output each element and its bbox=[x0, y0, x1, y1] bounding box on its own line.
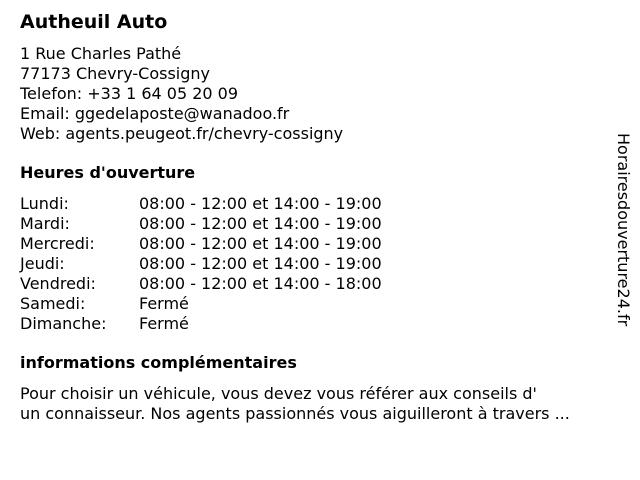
day-label: Samedi: bbox=[20, 294, 86, 313]
hours-row-wednesday bbox=[20, 234, 440, 254]
day-label: Jeudi: bbox=[20, 254, 65, 273]
day-hours: 08:00 - 12:00 et 14:00 - 19:00 bbox=[139, 254, 382, 273]
info-line: Pour choisir un véhicule, vous devez vous référer aux conseils d' bbox=[20, 384, 537, 403]
info-line: un connaisseur. Nos agents passionnés vous aiguilleront à travers ... bbox=[20, 404, 570, 423]
contact-block bbox=[20, 44, 343, 144]
address-city: 77173 Chevry-Cossigny bbox=[20, 64, 210, 83]
day-label: Vendredi: bbox=[20, 274, 96, 293]
hours-row-saturday bbox=[20, 294, 440, 314]
watermark-text: Horairesdouverture24.fr bbox=[614, 133, 633, 327]
site-watermark bbox=[612, 133, 636, 347]
business-name: Autheuil Auto bbox=[20, 11, 168, 33]
additional-info-text bbox=[20, 384, 570, 424]
day-label: Dimanche: bbox=[20, 314, 107, 333]
day-hours: Fermé bbox=[139, 314, 189, 333]
day-hours: Fermé bbox=[139, 294, 189, 313]
day-label: Mercredi: bbox=[20, 234, 95, 253]
day-hours: 08:00 - 12:00 et 14:00 - 19:00 bbox=[139, 214, 382, 233]
day-label: Lundi: bbox=[20, 194, 69, 213]
day-hours: 08:00 - 12:00 et 14:00 - 19:00 bbox=[139, 194, 382, 213]
hours-row-friday bbox=[20, 274, 440, 294]
additional-info-heading: informations complémentaires bbox=[20, 353, 297, 372]
day-hours: 08:00 - 12:00 et 14:00 - 18:00 bbox=[139, 274, 382, 293]
address-street: 1 Rue Charles Pathé bbox=[20, 44, 182, 63]
day-label: Mardi: bbox=[20, 214, 70, 233]
hours-row-monday bbox=[20, 194, 440, 214]
hours-row-tuesday bbox=[20, 214, 440, 234]
phone-line: Telefon: +33 1 64 05 20 09 bbox=[20, 84, 239, 103]
opening-hours-heading: Heures d'ouverture bbox=[20, 163, 196, 182]
day-hours: 08:00 - 12:00 et 14:00 - 19:00 bbox=[139, 234, 382, 253]
web-line: Web: agents.peugeot.fr/chevry-cossigny bbox=[20, 124, 344, 143]
hours-row-sunday bbox=[20, 314, 440, 334]
email-line: Email: ggedelaposte@wanadoo.fr bbox=[20, 104, 290, 123]
hours-row-thursday bbox=[20, 254, 440, 274]
opening-hours-table bbox=[20, 194, 440, 334]
